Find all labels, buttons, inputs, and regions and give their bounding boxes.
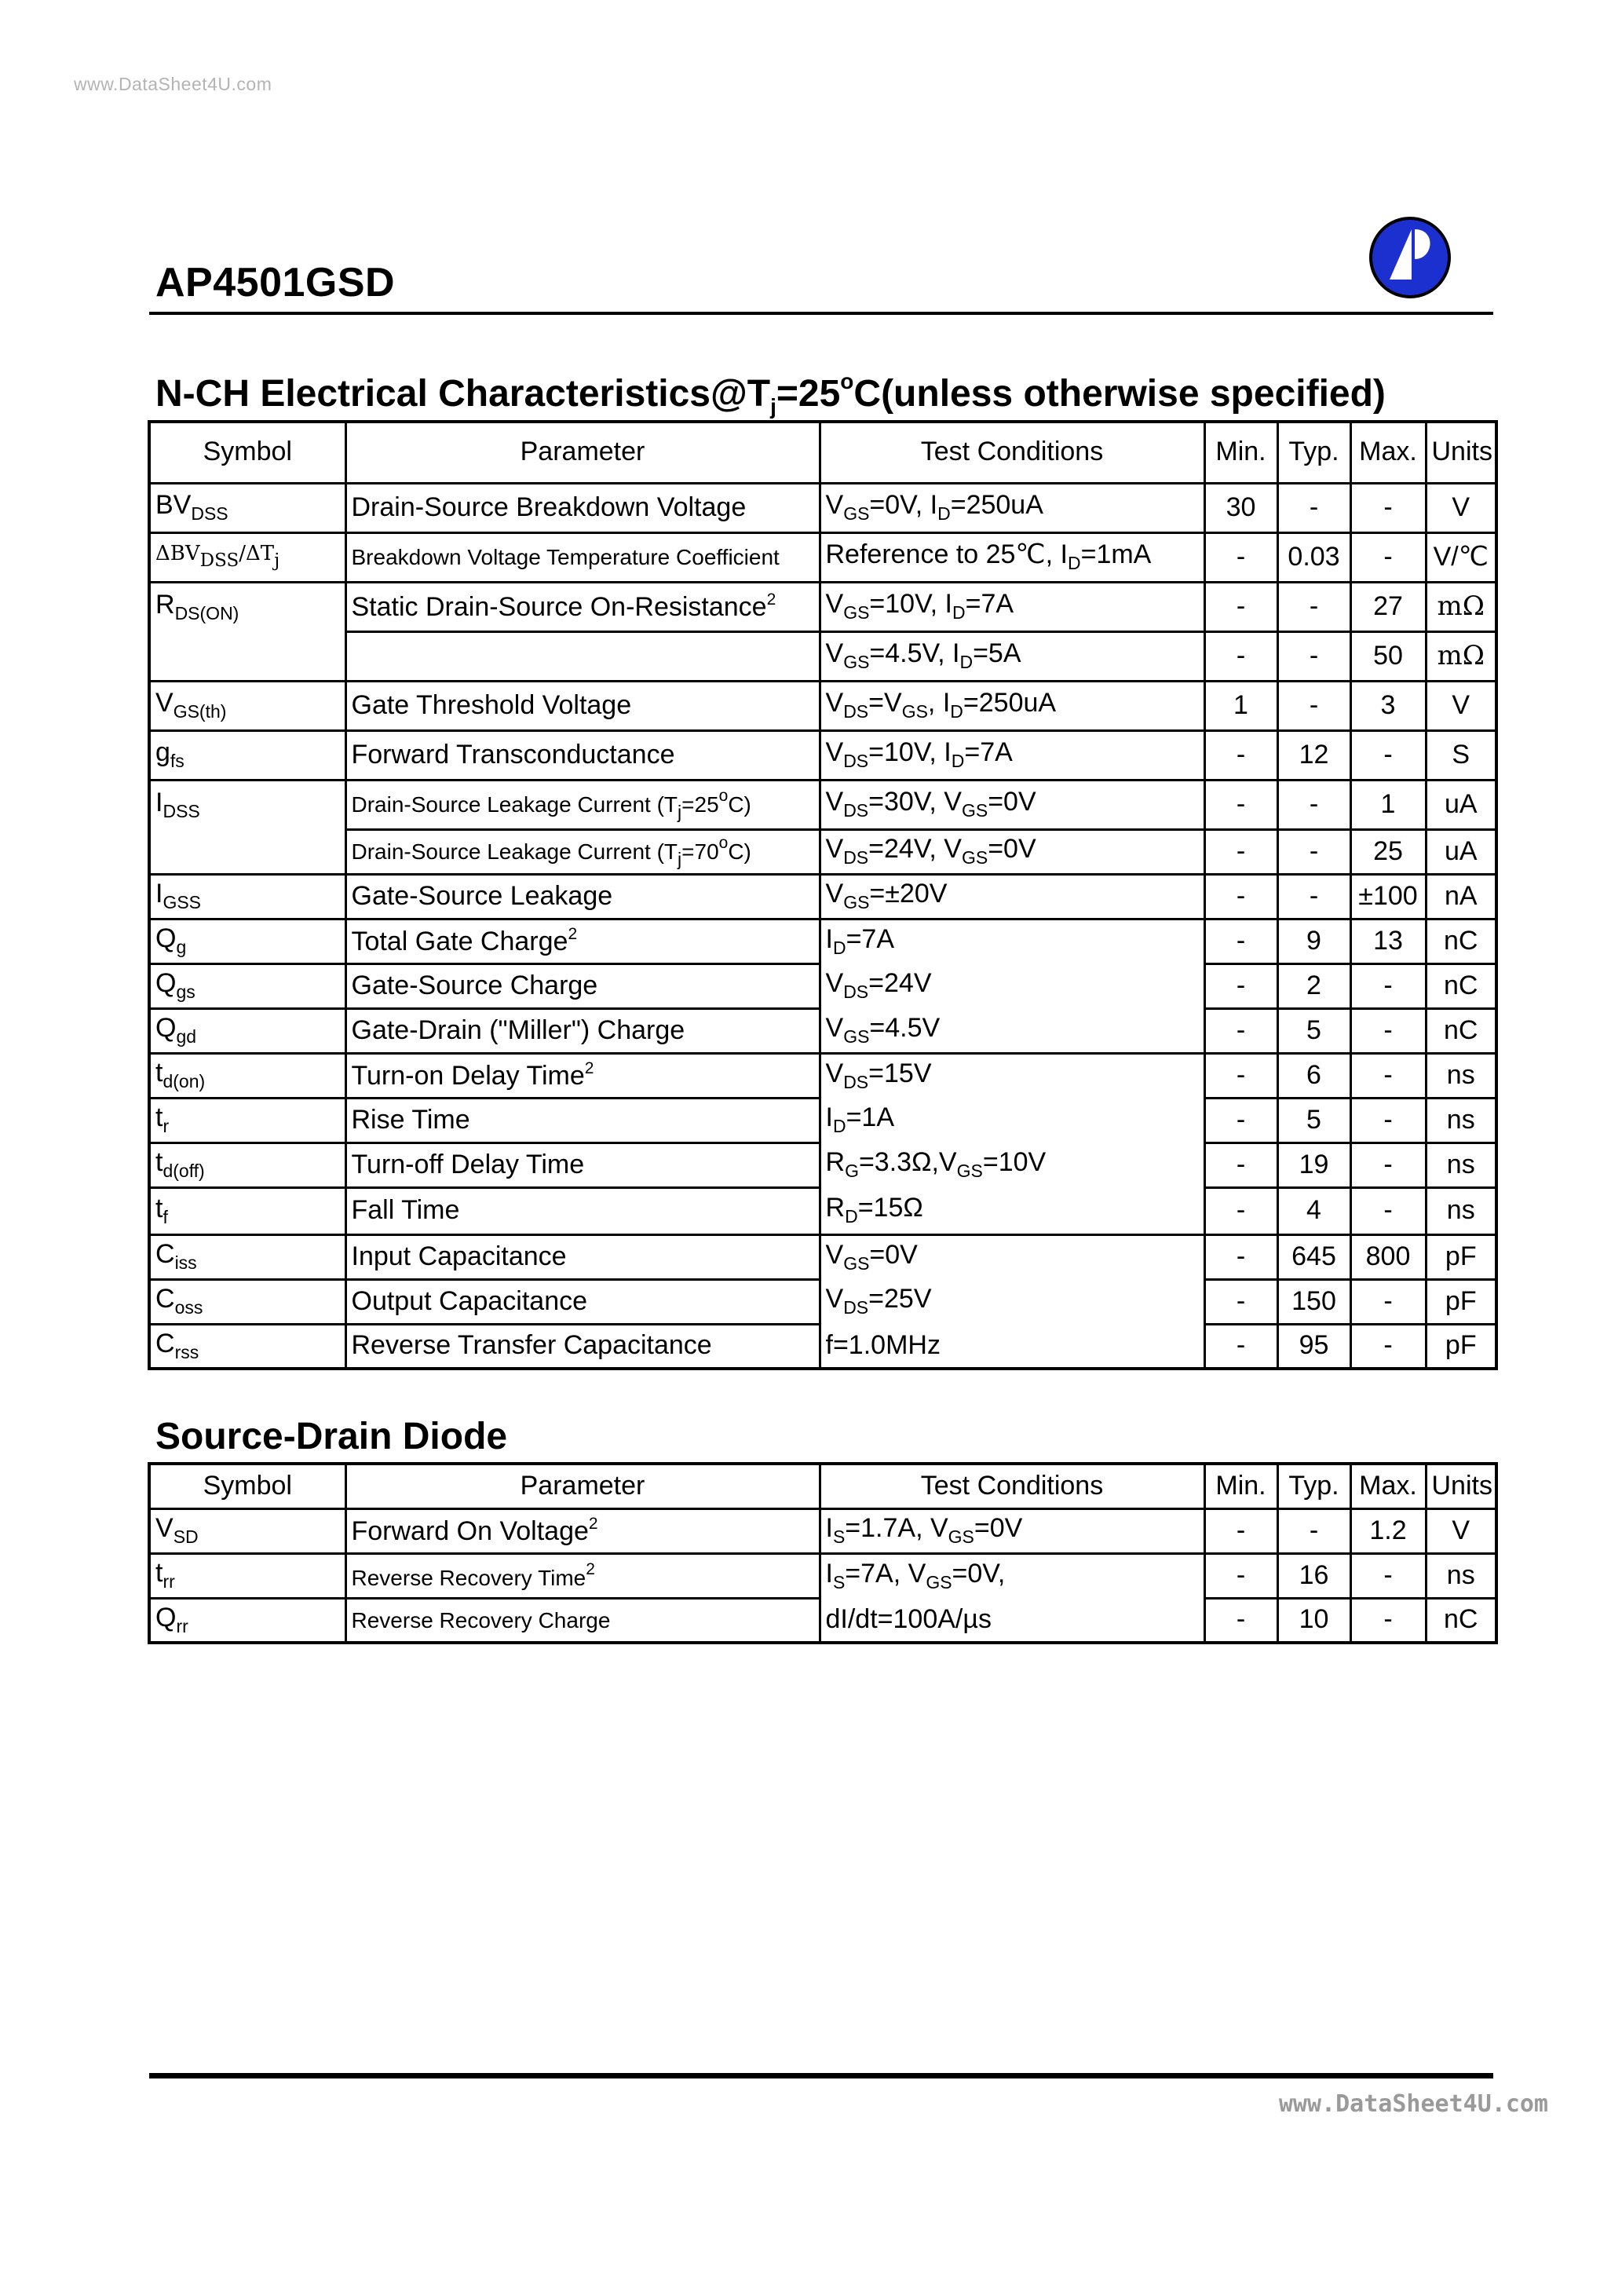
- max-cell: -: [1350, 1187, 1426, 1234]
- unit-cell: nA: [1426, 874, 1496, 919]
- table-row: [149, 631, 1496, 681]
- min-cell: -: [1204, 1143, 1277, 1187]
- typ-cell: -: [1277, 829, 1350, 874]
- parameter-cell: Gate-Source Leakage: [345, 874, 820, 919]
- table-row: [149, 532, 1496, 582]
- min-cell: -: [1204, 1553, 1277, 1598]
- min-cell: -: [1204, 1508, 1277, 1553]
- max-cell: -: [1350, 1008, 1426, 1053]
- table-row: [149, 1324, 1496, 1369]
- unit-cell: nC: [1426, 963, 1496, 1008]
- table-row: [149, 1143, 1496, 1187]
- nch-characteristics-table: [148, 420, 1498, 1370]
- typ-cell: -: [1277, 582, 1350, 631]
- symbol-cell: $Q_{gs}$: [149, 963, 345, 1008]
- company-logo-icon: [1366, 212, 1454, 303]
- parameter-cell: Output Capacitance: [345, 1279, 820, 1324]
- table-row: [149, 1234, 1496, 1279]
- table-row: [149, 919, 1496, 963]
- col-header-conditions: Test Conditions: [820, 422, 1204, 483]
- parameter-cell: Forward On Voltage$^2$: [345, 1508, 820, 1553]
- parameter-cell: Forward Transconductance: [345, 730, 820, 780]
- typ-cell: 16: [1277, 1553, 1350, 1598]
- max-cell: 13: [1350, 919, 1426, 963]
- symbol-cell: $t_{rr}$: [149, 1553, 345, 1598]
- symbol-cell: [149, 631, 345, 681]
- parameter-cell: Static Drain-Source On-Resistance$^2$: [345, 582, 820, 631]
- typ-cell: 2: [1277, 963, 1350, 1008]
- typ-cell: 12: [1277, 730, 1350, 780]
- unit-cell: V: [1426, 1508, 1496, 1553]
- typ-cell: 645: [1277, 1234, 1350, 1279]
- unit-cell: mΩ: [1426, 582, 1496, 631]
- table-row: [149, 1098, 1496, 1143]
- min-cell: -: [1204, 919, 1277, 963]
- condition-cell: $V_{DS}=30V$, $V_{GS}=0V$: [820, 780, 1204, 829]
- max-cell: 3: [1350, 681, 1426, 730]
- unit-cell: V: [1426, 681, 1496, 730]
- col-header-parameter: Parameter: [345, 422, 820, 483]
- col-header-typ: Typ.: [1277, 422, 1350, 483]
- symbol-cell: $g_{fs}$: [149, 730, 345, 780]
- min-cell: -: [1204, 1008, 1277, 1053]
- parameter-cell: [345, 631, 820, 681]
- symbol-cell: $Q_g$: [149, 919, 345, 963]
- min-cell: -: [1204, 829, 1277, 874]
- symbol-cell: [149, 829, 345, 874]
- unit-cell: V/℃: [1426, 532, 1496, 582]
- unit-cell: uA: [1426, 829, 1496, 874]
- condition-cell: $V_{DS}=24V$, $V_{GS}=0V$: [820, 829, 1204, 874]
- header-rule: [149, 312, 1493, 315]
- symbol-cell: $C_{rss}$: [149, 1324, 345, 1369]
- watermark-bottom: www.DataSheet4U.com: [1278, 2090, 1548, 2118]
- table-header-row: [149, 1464, 1496, 1508]
- min-cell: 30: [1204, 483, 1277, 532]
- parameter-cell: Breakdown Voltage Temperature Coefficient: [345, 532, 820, 582]
- diode-section-title: Source-Drain Diode: [155, 1416, 508, 1457]
- table-row: [149, 681, 1496, 730]
- condition-cell: f=1.0MHz: [820, 1324, 1204, 1369]
- unit-cell: ns: [1426, 1187, 1496, 1234]
- table-row: [149, 1008, 1496, 1053]
- symbol-cell: $V_{SD}$: [149, 1508, 345, 1553]
- col-header-min: Min.: [1204, 422, 1277, 483]
- parameter-cell: Gate-Source Charge: [345, 963, 820, 1008]
- max-cell: -: [1350, 1324, 1426, 1369]
- col-header-parameter: Parameter: [345, 1464, 820, 1508]
- min-cell: -: [1204, 874, 1277, 919]
- max-cell: -: [1350, 1553, 1426, 1598]
- symbol-cell: $R_{DS(ON)}$: [149, 582, 345, 631]
- max-cell: -: [1350, 1098, 1426, 1143]
- nch-section-title: N-CH Electrical $Characteristics@T_j=25^oC(unless$ otherwise specified): [155, 369, 1386, 419]
- table-row: [149, 1053, 1496, 1098]
- unit-cell: S: [1426, 730, 1496, 780]
- condition-cell: $V_{DS}=25V$: [820, 1279, 1204, 1324]
- unit-cell: pF: [1426, 1324, 1496, 1369]
- footer-rule: [149, 2073, 1493, 2078]
- min-cell: -: [1204, 780, 1277, 829]
- typ-cell: -: [1277, 681, 1350, 730]
- min-cell: -: [1204, 963, 1277, 1008]
- table-row: [149, 483, 1496, 532]
- min-cell: -: [1204, 730, 1277, 780]
- typ-cell: 10: [1277, 1598, 1350, 1643]
- unit-cell: V: [1426, 483, 1496, 532]
- max-cell: -: [1350, 1053, 1426, 1098]
- unit-cell: ns: [1426, 1098, 1496, 1143]
- table-row: [149, 1598, 1496, 1643]
- parameter-cell: Reverse Transfer Capacitance: [345, 1324, 820, 1369]
- table-row: [149, 1279, 1496, 1324]
- typ-cell: -: [1277, 483, 1350, 532]
- condition-cell: $V_{GS}=0V$: [820, 1234, 1204, 1279]
- min-cell: -: [1204, 1279, 1277, 1324]
- condition-cell: $V_{GS}=4.5V$, $I_D=5A$: [820, 631, 1204, 681]
- condition-cell: $V_{GS}=10V$, $I_D=7A$: [820, 582, 1204, 631]
- symbol-cell: $t_{d(on)}$: [149, 1053, 345, 1098]
- typ-cell: 4: [1277, 1187, 1350, 1234]
- max-cell: -: [1350, 483, 1426, 532]
- parameter-cell: Fall Time: [345, 1187, 820, 1234]
- parameter-cell: Drain-Source Leakage Current $(T_j=25^oC)$: [345, 780, 820, 829]
- table-row: [149, 1508, 1496, 1553]
- symbol-cell: $t_{d(off)}$: [149, 1143, 345, 1187]
- unit-cell: pF: [1426, 1279, 1496, 1324]
- symbol-cell: $C_{oss}$: [149, 1279, 345, 1324]
- table-row: [149, 582, 1496, 631]
- condition-cell: $V_{DS}=10V$, $I_D=7A$: [820, 730, 1204, 780]
- condition-cell: $V_{DS}=V_{GS}$, $I_D=250uA$: [820, 681, 1204, 730]
- parameter-cell: Gate-Drain ("Miller") Charge: [345, 1008, 820, 1053]
- diode-characteristics-table: [148, 1462, 1498, 1644]
- condition-cell: $V_{GS}=0V$, $I_D=250uA$: [820, 483, 1204, 532]
- col-header-units: Units: [1426, 422, 1496, 483]
- parameter-cell: Drain-Source Leakage Current $(T_j=70^oC)$: [345, 829, 820, 874]
- unit-cell: pF: [1426, 1234, 1496, 1279]
- parameter-cell: Gate Threshold Voltage: [345, 681, 820, 730]
- condition-cell: $I_D=7A$: [820, 919, 1204, 963]
- symbol-cell: $I_{DSS}$: [149, 780, 345, 829]
- unit-cell: ns: [1426, 1053, 1496, 1098]
- max-cell: -: [1350, 1598, 1426, 1643]
- table-row: [149, 1553, 1496, 1598]
- col-header-symbol: Symbol: [149, 1464, 345, 1508]
- min-cell: -: [1204, 1098, 1277, 1143]
- unit-cell: mΩ: [1426, 631, 1496, 681]
- max-cell: 1.2: [1350, 1508, 1426, 1553]
- condition-cell: $R_G=3.3\Omega,V_{GS}=10V$: [820, 1143, 1204, 1187]
- col-header-max: Max.: [1350, 422, 1426, 483]
- table-row: [149, 1187, 1496, 1234]
- typ-cell: 19: [1277, 1143, 1350, 1187]
- table-row: [149, 780, 1496, 829]
- max-cell: ±100: [1350, 874, 1426, 919]
- col-header-symbol: Symbol: [149, 422, 345, 483]
- unit-cell: nC: [1426, 1598, 1496, 1643]
- min-cell: -: [1204, 1598, 1277, 1643]
- max-cell: -: [1350, 532, 1426, 582]
- table-row: [149, 874, 1496, 919]
- min-cell: 1: [1204, 681, 1277, 730]
- condition-cell: Reference to 25℃, $I_D=1mA$: [820, 532, 1204, 582]
- unit-cell: ns: [1426, 1553, 1496, 1598]
- parameter-cell: Turn-on Delay Time$^2$: [345, 1053, 820, 1098]
- typ-cell: 0.03: [1277, 532, 1350, 582]
- parameter-cell: Input Capacitance: [345, 1234, 820, 1279]
- col-header-units: Units: [1426, 1464, 1496, 1508]
- col-header-min: Min.: [1204, 1464, 1277, 1508]
- condition-cell: $V_{DS}=15V$: [820, 1053, 1204, 1098]
- max-cell: 50: [1350, 631, 1426, 681]
- table-row: [149, 730, 1496, 780]
- typ-cell: 95: [1277, 1324, 1350, 1369]
- max-cell: 1: [1350, 780, 1426, 829]
- condition-cell: $I_S=1.7A$, $V_{GS}=0V$: [820, 1508, 1204, 1553]
- parameter-cell: Total Gate Charge$^2$: [345, 919, 820, 963]
- typ-cell: -: [1277, 780, 1350, 829]
- col-header-conditions: Test Conditions: [820, 1464, 1204, 1508]
- condition-cell: $V_{DS}=24V$: [820, 963, 1204, 1008]
- max-cell: -: [1350, 963, 1426, 1008]
- typ-cell: -: [1277, 631, 1350, 681]
- symbol-cell: $t_r$: [149, 1098, 345, 1143]
- unit-cell: nC: [1426, 919, 1496, 963]
- typ-cell: -: [1277, 1508, 1350, 1553]
- symbol-cell: $Q_{rr}$: [149, 1598, 345, 1643]
- typ-cell: 6: [1277, 1053, 1350, 1098]
- watermark-top: www.DataSheet4U.com: [74, 74, 272, 94]
- max-cell: 25: [1350, 829, 1426, 874]
- max-cell: 27: [1350, 582, 1426, 631]
- typ-cell: 9: [1277, 919, 1350, 963]
- symbol-cell: $\Delta BV_{DSS}/\Delta T_j$: [149, 532, 345, 582]
- symbol-cell: $C_{iss}$: [149, 1234, 345, 1279]
- parameter-cell: Drain-Source Breakdown Voltage: [345, 483, 820, 532]
- condition-cell: $R_D=15\Omega$: [820, 1187, 1204, 1234]
- symbol-cell: $t_f$: [149, 1187, 345, 1234]
- min-cell: -: [1204, 532, 1277, 582]
- min-cell: -: [1204, 1053, 1277, 1098]
- parameter-cell: Turn-off Delay Time: [345, 1143, 820, 1187]
- table-row: [149, 829, 1496, 874]
- condition-cell: $V_{GS}=\pm 20V$: [820, 874, 1204, 919]
- unit-cell: ns: [1426, 1143, 1496, 1187]
- typ-cell: 5: [1277, 1008, 1350, 1053]
- parameter-cell: Rise Time: [345, 1098, 820, 1143]
- typ-cell: 5: [1277, 1098, 1350, 1143]
- col-header-max: Max.: [1350, 1464, 1426, 1508]
- condition-cell: $I_S=7A$, $V_{GS}=0V$,: [820, 1553, 1204, 1598]
- min-cell: -: [1204, 1324, 1277, 1369]
- condition-cell: $I_D=1A$: [820, 1098, 1204, 1143]
- min-cell: -: [1204, 1234, 1277, 1279]
- typ-cell: -: [1277, 874, 1350, 919]
- unit-cell: uA: [1426, 780, 1496, 829]
- typ-cell: 150: [1277, 1279, 1350, 1324]
- symbol-cell: $BV_{DSS}$: [149, 483, 345, 532]
- condition-cell: $V_{GS}=4.5V$: [820, 1008, 1204, 1053]
- unit-cell: nC: [1426, 1008, 1496, 1053]
- max-cell: 800: [1350, 1234, 1426, 1279]
- max-cell: -: [1350, 1143, 1426, 1187]
- min-cell: -: [1204, 631, 1277, 681]
- parameter-cell: Reverse Recovery Time$^2$: [345, 1553, 820, 1598]
- max-cell: -: [1350, 1279, 1426, 1324]
- symbol-cell: $V_{GS(th)}$: [149, 681, 345, 730]
- symbol-cell: $Q_{gd}$: [149, 1008, 345, 1053]
- part-number-title: AP4501GSD: [155, 260, 396, 305]
- table-row: [149, 963, 1496, 1008]
- condition-cell: dI/dt=100A/µs: [820, 1598, 1204, 1643]
- min-cell: -: [1204, 582, 1277, 631]
- max-cell: -: [1350, 730, 1426, 780]
- min-cell: -: [1204, 1187, 1277, 1234]
- symbol-cell: $I_{GSS}$: [149, 874, 345, 919]
- col-header-typ: Typ.: [1277, 1464, 1350, 1508]
- table-header-row: [149, 422, 1496, 483]
- parameter-cell: Reverse Recovery Charge: [345, 1598, 820, 1643]
